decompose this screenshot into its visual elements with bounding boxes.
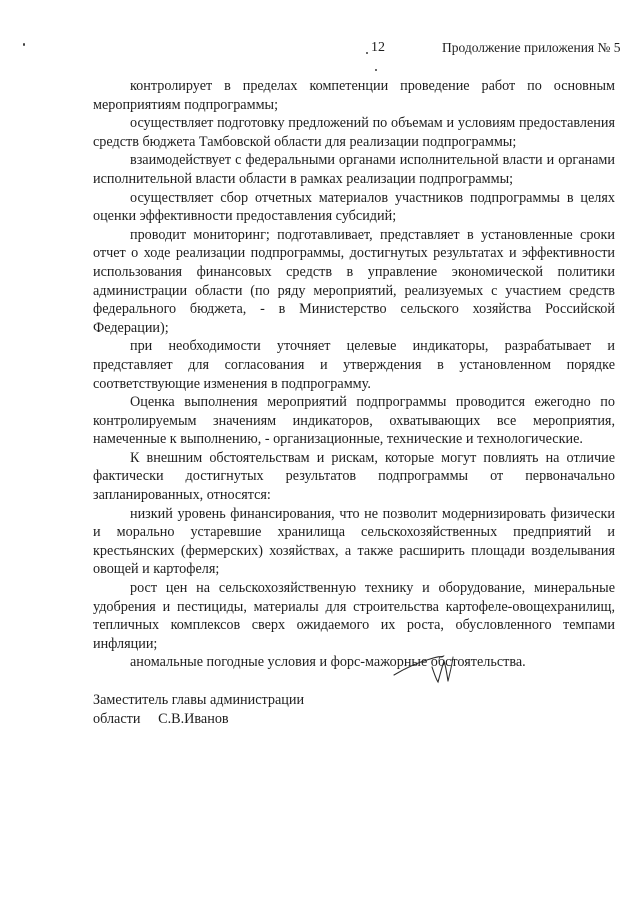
document-body: [93, 77, 615, 672]
paragraph-risks-intro: К внешним обстоятельствам и рискам, которые могут повлиять на отличие фактически достигнутых результатов подпрограммы от первоначально запланированных, относятся:: [93, 449, 615, 504]
signatory-name: области С.В.Иванов: [93, 710, 229, 727]
scan-speck: [375, 69, 377, 71]
paragraph-indicators: при необходимости уточняет целевые индикаторы, разрабатывает и представляет для согласования и утверждения в установленном порядке соответствующие изменения в подпрограмму.: [93, 338, 615, 392]
paragraph-risk-weather: аномальные погодные условия и форс-мажорные обстоятельства.: [130, 654, 526, 671]
handwritten-signature: [392, 645, 456, 685]
paragraph-reporting: осуществляет сбор отчетных материалов участников подпрограммы в целях оценки эффективности предоставления субсидий;: [93, 189, 615, 225]
appendix-continuation-note: Продолжение приложения № 5: [442, 40, 621, 55]
paragraph-cooperation: взаимодействует с федеральными органами исполнительной власти и органами исполнительной власти области в рамках реализации подпрограммы;: [93, 152, 615, 187]
signature-block: [93, 691, 304, 728]
paragraph-evaluation: Оценка выполнения мероприятий подпрограммы проводится ежегодно по контролируемым значениям индикаторов, охватывающих все мероприятия, намеченные к выполнению, - организационные, технические и технологические.: [93, 394, 615, 448]
signatory-title: Заместитель главы администрации: [93, 692, 305, 708]
paragraph-risk-prices: рост цен на сельскохозяйственную технику и оборудование, минеральные удобрения и пестициды, материалы для строительства картофеле-овощехранилищ, тепличных комплексов сверх ожидаемого их роста, обусловленного темпами инфляции;: [93, 580, 615, 652]
scan-speck: [23, 43, 25, 46]
page-number: 12: [371, 40, 385, 55]
paragraph-control: контролирует в пределах компетенции проведение работ по основным мероприятиям подпрограммы;: [93, 78, 615, 113]
paragraph-monitoring: проводит мониторинг; подготавливает, представляет в установленные сроки отчет о ходе реализации подпрограммы, достигнутых результатах и эффективности использования финансовых средств в управление экономической политики администрации области (по ряду мероприятий, реализуемых с участием средств федерального бюджета, - в Министерство сельского хозяйства Российской Федерации);: [93, 226, 615, 336]
scan-speck: [366, 52, 368, 54]
paragraph-risk-funding: низкий уровень финансирования, что не позволит модернизировать физически и морально устаревшие хранилища сельскохозяйственных предприятий и крестьянских (фермерских) хозяйствах, а также расширить площади возделывания овощей и картофеля;: [93, 505, 615, 578]
paragraph-proposals: осуществляет подготовку предложений по объемам и условиям предоставления средств бюджета Тамбовской области для реализации подпрограммы;: [93, 115, 615, 150]
